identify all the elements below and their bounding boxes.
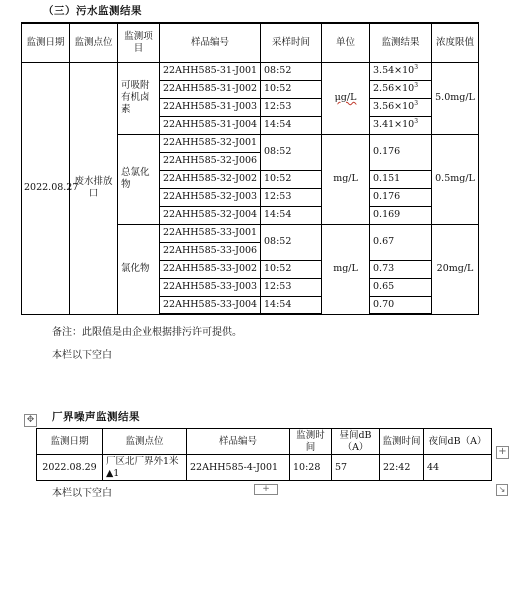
cell-sample-id: 22AHH585-4-J001 — [187, 455, 290, 481]
cell-sample-id: 22AHH585-31-J003 — [160, 98, 261, 116]
header-result: 监测结果 — [370, 23, 432, 62]
cell-time: 10:52 — [261, 260, 322, 278]
wastewater-table — [21, 22, 479, 315]
cell-time: 14:54 — [261, 116, 322, 134]
cell-time: 08:52 — [261, 62, 322, 80]
header-site: 监测点位 — [70, 23, 118, 62]
add-column-icon[interactable]: + — [496, 446, 509, 459]
cell-result: 0.73 — [370, 260, 432, 278]
blank-below-note-2: 本栏以下空白 — [52, 488, 112, 499]
cell-time: 14:54 — [261, 206, 322, 224]
cell-unit: mg/L — [322, 134, 370, 224]
cell-sample-id: 22AHH585-32-J006 — [160, 152, 261, 170]
section-title-noise: 厂界噪声监测结果 — [52, 411, 140, 423]
header-sample-id: 样品编号 — [160, 23, 261, 62]
cell-result: 0.67 — [370, 224, 432, 260]
cell-result: 0.176 — [370, 188, 432, 206]
cell-limit: 0.5mg/L — [432, 134, 479, 224]
remark-note: 备注：此限值是由企业根据排污许可提供。 — [52, 327, 242, 338]
cell-sample-id: 22AHH585-33-J006 — [160, 242, 261, 260]
header-day-time: 监测时间 — [290, 429, 332, 455]
cell-limit: 5.0mg/L — [432, 62, 479, 134]
header-row — [37, 429, 492, 455]
cell-date: 2022.08.27 — [22, 62, 70, 314]
cell-result: 0.70 — [370, 296, 432, 314]
cell-time: 12:53 — [261, 278, 322, 296]
header-day-value: 昼间dB（A） — [332, 429, 380, 455]
header-night-time: 监测时间 — [380, 429, 424, 455]
cell-sample-id: 22AHH585-32-J004 — [160, 206, 261, 224]
table-move-handle-icon[interactable]: ✥ — [24, 414, 37, 427]
cell-result: 0.176 — [370, 134, 432, 170]
cell-item: 氯化物 — [118, 224, 160, 314]
cell-night-value: 44 — [424, 455, 492, 481]
cell-day-time: 10:28 — [290, 455, 332, 481]
cell-site: 厂区北厂界外1米▲1 — [103, 455, 187, 481]
cell-sample-id: 22AHH585-33-J001 — [160, 224, 261, 242]
cell-sample-id: 22AHH585-31-J001 — [160, 62, 261, 80]
cell-sample-id: 22AHH585-32-J002 — [160, 170, 261, 188]
cell-night-time: 22:42 — [380, 455, 424, 481]
cell-sample-id: 22AHH585-32-J003 — [160, 188, 261, 206]
cell-day-value: 57 — [332, 455, 380, 481]
header-date: 监测日期 — [37, 429, 103, 455]
cell-sample-id: 22AHH585-31-J002 — [160, 80, 261, 98]
header-date: 监测日期 — [22, 23, 70, 62]
header-time: 采样时间 — [261, 23, 322, 62]
header-night-value: 夜间dB（A） — [424, 429, 492, 455]
cell-sample-id: 22AHH585-31-J004 — [160, 116, 261, 134]
header-row — [22, 23, 479, 62]
cell-time: 10:52 — [261, 170, 322, 188]
cell-sample-id: 22AHH585-33-J004 — [160, 296, 261, 314]
header-item: 监测项目 — [118, 23, 160, 62]
section-title-wastewater: （三）污水监测结果 — [43, 5, 142, 17]
cell-time: 12:53 — [261, 188, 322, 206]
cell-unit: mg/L — [322, 224, 370, 314]
blank-below-note: 本栏以下空白 — [52, 350, 112, 361]
cell-result: 0.151 — [370, 170, 432, 188]
cell-item: 可吸附有机卤素 — [118, 62, 160, 134]
header-unit: 单位 — [322, 23, 370, 62]
header-site: 监测点位 — [103, 429, 187, 455]
cell-result: $2.56\times 10^3$ — [370, 80, 432, 98]
header-sample-id: 样品编号 — [187, 429, 290, 455]
cell-result: $3.54\times 10^3$ — [370, 62, 432, 80]
table-row — [37, 455, 492, 481]
cell-unit: μg/L — [322, 62, 370, 134]
noise-table — [36, 428, 492, 481]
cell-time: 12:53 — [261, 98, 322, 116]
cell-site: 废水排放口 — [70, 62, 118, 314]
cell-result: 0.169 — [370, 206, 432, 224]
cell-time: 08:52 — [261, 134, 322, 170]
cell-result: $3.41\times 10^3$ — [370, 116, 432, 134]
cell-result: 0.65 — [370, 278, 432, 296]
cell-limit: 20mg/L — [432, 224, 479, 314]
cell-result: $3.56\times 10^3$ — [370, 98, 432, 116]
add-row-icon[interactable]: + — [254, 484, 278, 495]
cell-item: 总氯化物 — [118, 134, 160, 224]
table-row — [22, 62, 479, 80]
cell-sample-id: 22AHH585-33-J003 — [160, 278, 261, 296]
cell-date: 2022.08.29 — [37, 455, 103, 481]
cell-time: 08:52 — [261, 224, 322, 260]
cell-time: 10:52 — [261, 80, 322, 98]
table-resize-handle-icon[interactable]: ↘ — [496, 484, 508, 496]
cell-sample-id: 22AHH585-32-J001 — [160, 134, 261, 152]
cell-time: 14:54 — [261, 296, 322, 314]
header-limit: 浓度限值 — [432, 23, 479, 62]
cell-sample-id: 22AHH585-33-J002 — [160, 260, 261, 278]
